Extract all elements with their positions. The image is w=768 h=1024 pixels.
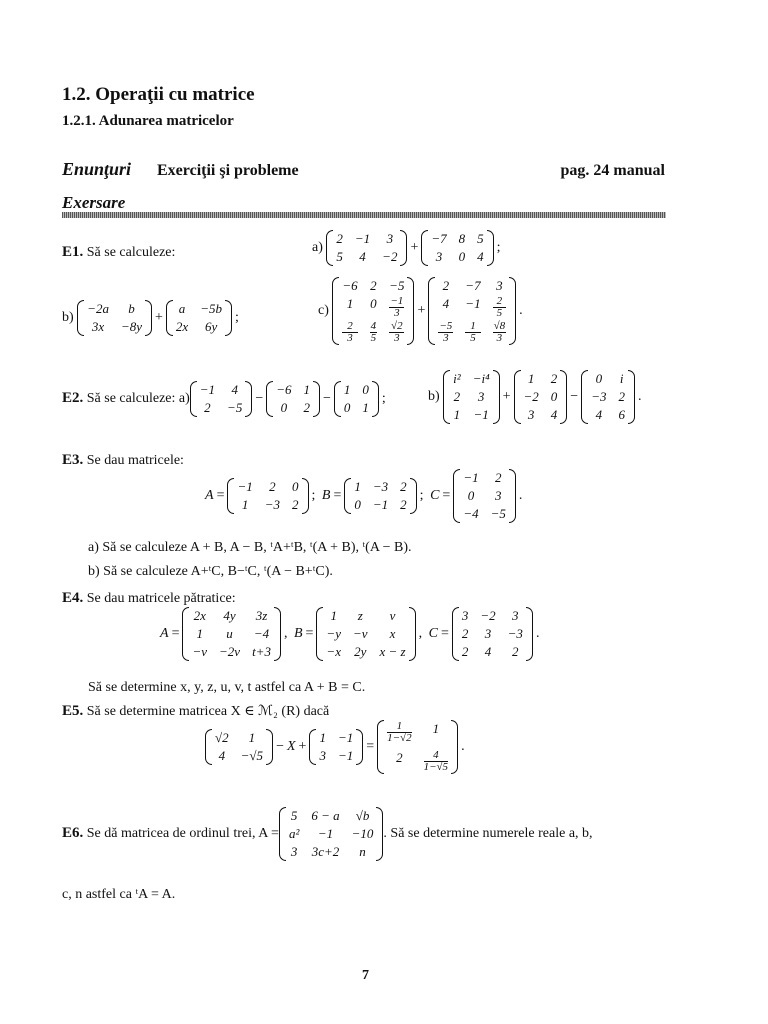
matrix-cell: 2 <box>461 644 469 659</box>
e1-c-label: c) <box>318 303 329 319</box>
matrix-cell: i² <box>453 371 461 386</box>
matrix-cell: −2 <box>523 389 539 404</box>
right-paren <box>409 607 416 661</box>
e1-a-matrix-2 <box>421 230 493 266</box>
e1-a: a) 2 −1 3 5 4 −2 + −7 8 5 3 0 4 ; <box>312 231 501 264</box>
e1-text: Să se calculeze: <box>86 245 176 260</box>
matrix-cell: 1 <box>453 407 461 422</box>
matrix-cell: 3 <box>386 231 394 246</box>
left-paren <box>421 230 428 266</box>
left-paren <box>334 381 341 417</box>
e3-matrix-c <box>453 469 516 523</box>
matrix-cell: −7 <box>431 231 447 246</box>
e5-header <box>62 703 329 720</box>
e3-matrix-b <box>344 478 416 514</box>
matrix-cell: −v <box>192 644 208 659</box>
matrix-cell: 3 <box>290 844 298 859</box>
e2-b-label: b) <box>428 389 440 405</box>
left-paren <box>316 607 323 661</box>
left-paren <box>266 381 273 417</box>
left-paren <box>227 478 234 514</box>
right-paren <box>509 469 516 523</box>
right-paren <box>145 300 152 336</box>
matrix-cell: 0 <box>354 497 361 512</box>
matrix-cell: u <box>226 626 233 641</box>
left-paren <box>344 478 351 514</box>
e2-a-matrix-3 <box>334 381 379 417</box>
matrix-cell: 1 <box>248 730 256 745</box>
matrix-cell: −5 <box>227 400 243 415</box>
matrix-cell: x <box>389 626 396 641</box>
e5-matrix-1 <box>205 729 273 765</box>
matrix-cell: 2 <box>461 626 469 641</box>
e4-matrices: A = 2x 4y 3z 1 u −4 −v −2v t+3 , B = 1 z v −y −v x −x 2y x − z , C = 3 −2 3 2 3 −3 2 4 2 . <box>160 608 540 659</box>
e5-text: Să se determine matricea X ∈ ℳ₂ (R) dacă <box>86 704 330 719</box>
matrix-cell: 0 <box>458 249 466 264</box>
e6-label: E6. <box>62 825 84 842</box>
right-paren <box>376 807 383 861</box>
right-paren <box>225 300 232 336</box>
section-title: 1.2. Operaţii cu matrice <box>62 84 255 105</box>
left-paren <box>309 729 316 765</box>
e1-label: E1. <box>62 244 84 260</box>
e3-label: E3. <box>62 452 84 468</box>
matrix-cell: −i⁴ <box>472 371 490 386</box>
matrix-cell: 5 <box>336 249 343 264</box>
matrix-cell: z <box>357 608 363 623</box>
matrix-cell: −1 <box>354 231 371 246</box>
matrix-cell: 3 <box>435 249 443 264</box>
matrix-grid <box>588 370 628 424</box>
matrix-cell: −√5 <box>240 748 264 763</box>
matrix-grid <box>323 607 408 661</box>
exersare-heading: Exersare <box>62 193 126 212</box>
e6: E6. Se dă matricea de ordinul trei, A = 5 6 − a √b a² −1 −10 3 3c+2 n . Să se determine numerele reale a, b, <box>62 808 593 859</box>
matrix-cell: 8 <box>458 231 466 246</box>
right-paren <box>372 381 379 417</box>
matrix-cell: −y <box>326 626 341 641</box>
matrix-grid <box>460 469 509 523</box>
e4-matrix-b <box>316 607 415 661</box>
matrix-cell: 6y <box>204 319 218 334</box>
e4-matrix-c <box>452 607 533 661</box>
matrix-cell: 0 <box>467 488 475 503</box>
matrix-cell: 6 − a <box>311 808 340 823</box>
subsection-title: 1.2.1. Adunarea matricelor <box>62 113 234 129</box>
left-paren <box>190 381 197 417</box>
left-paren <box>453 469 460 523</box>
e4-question: Să se determine x, y, z, u, v, t astfel ca A + B = C. <box>88 680 366 695</box>
e5-label: E5. <box>62 703 84 719</box>
e1-a-matrix-1 <box>326 230 407 266</box>
matrix-cell: 1 <box>343 382 351 397</box>
matrix-cell: 3 <box>319 748 326 763</box>
matrix-cell: −1 <box>372 497 389 512</box>
e2-b: b) i² −i⁴ 2 3 1 −1 + 1 2 −2 0 3 4 − 0 i −3 2 4 6 . <box>428 371 642 422</box>
matrix-cell: 2 <box>303 400 311 415</box>
left-paren <box>182 607 189 661</box>
matrix-cell: 1 <box>196 626 203 641</box>
matrix-cell: 3z <box>255 608 268 623</box>
e3-question-a: a) Să se calculeze A + B, A − B, ᵗA+ᵗB, ᵗ(A + B), ᵗ(A − B). <box>88 540 412 555</box>
matrix-cell: 4 <box>359 249 366 264</box>
right-paren <box>493 370 500 424</box>
matrix-cell: 1 <box>303 382 311 397</box>
matrix-cell: 3 <box>477 389 485 404</box>
e2-b-matrix-2 <box>514 370 568 424</box>
matrix-cell: 2 <box>550 371 558 386</box>
left-paren <box>452 607 459 661</box>
e5-matrix-3: 1 1−√2 1 2 4 1−√5 <box>377 720 458 774</box>
e4-header <box>62 590 236 607</box>
matrix-cell: −3 <box>591 389 607 404</box>
matrix-cell: 2 <box>512 644 519 659</box>
right-paren <box>313 381 320 417</box>
left-paren <box>77 300 84 336</box>
matrix-cell: x − z <box>379 644 406 659</box>
matrix-cell: −10 <box>351 826 374 841</box>
matrix-cell: t+3 <box>252 644 271 659</box>
right-paren <box>266 729 273 765</box>
e5-equation: √2 1 4 −√5 − X + 1 −1 3 −1 = 1 1−√2 1 2 4 1−√5 . <box>205 720 468 774</box>
matrix-grid <box>316 729 356 765</box>
right-paren <box>560 370 567 424</box>
matrix-cell: −1 <box>473 407 489 422</box>
e1-header <box>62 244 175 261</box>
left-paren <box>205 729 212 765</box>
matrix-cell: 2 <box>494 470 502 485</box>
e3-text: Se dau matricele: <box>86 453 184 468</box>
matrix-cell: 4y <box>223 608 236 623</box>
e2-b-matrix-3 <box>581 370 635 424</box>
e6-text-3: c, n astfel ca ᵗA = A. <box>62 887 176 902</box>
matrix-cell: 3c+2 <box>311 844 340 859</box>
matrix-cell: a <box>178 301 186 316</box>
e4-label: E4. <box>62 590 84 606</box>
matrix-cell: 2 <box>453 389 461 404</box>
matrix-cell: 2 <box>292 497 299 512</box>
matrix-cell: 2 <box>269 479 276 494</box>
e6-matrix-a <box>279 807 383 861</box>
matrix-cell: 3 <box>527 407 535 422</box>
right-paren <box>274 607 281 661</box>
e2-text: Să se calculeze: a) <box>86 391 190 407</box>
matrix-cell: 0 <box>595 371 603 386</box>
matrix-cell: v <box>389 608 396 623</box>
left-paren <box>166 300 173 336</box>
e3-matrix-a <box>227 478 308 514</box>
right-paren <box>302 478 309 514</box>
matrix-cell: 5 <box>290 808 298 823</box>
e2: E2. Să se calculeze: a) −1 4 2 −5 − −6 1 0 2 − 1 0 0 1 ; <box>62 382 386 415</box>
matrix-cell: −1 <box>337 730 354 745</box>
left-paren <box>581 370 588 424</box>
matrix-cell: 0 <box>343 400 351 415</box>
matrix-cell: 1 <box>354 479 361 494</box>
matrix-grid <box>521 370 561 424</box>
e2-a-matrix-2 <box>266 381 320 417</box>
matrix-cell: −2v <box>219 644 241 659</box>
matrix-cell: −8y <box>120 319 142 334</box>
right-paren <box>410 478 417 514</box>
enunturi-heading: Enunţuri <box>62 159 132 179</box>
matrix-cell: −1 <box>337 748 354 763</box>
page-number: 7 <box>362 968 369 983</box>
matrix-cell: −1 <box>463 470 479 485</box>
e4-text: Se dau matricele pătratice: <box>86 591 236 606</box>
matrix-cell: −v <box>352 626 368 641</box>
matrix-cell: 2x <box>175 319 189 334</box>
exercitii-heading: Exerciţii şi probleme <box>157 162 299 179</box>
matrix-cell: 2 <box>400 497 407 512</box>
e4-matrix-a <box>182 607 280 661</box>
matrix-cell: 3 <box>494 488 502 503</box>
matrix-grid <box>428 230 486 266</box>
matrix-cell: a² <box>288 826 300 841</box>
matrix-cell: 0 <box>362 382 369 397</box>
matrix-cell: √b <box>355 808 370 823</box>
matrix-cell: −2a <box>87 301 109 316</box>
matrix-cell: −3 <box>507 626 523 641</box>
e2-a-matrix-1 <box>190 381 253 417</box>
matrix-cell: −2 <box>480 608 496 623</box>
matrix-grid <box>173 300 225 336</box>
e2-b-matrix-1 <box>443 370 499 424</box>
e1-a-label: a) <box>312 240 323 256</box>
left-paren <box>514 370 521 424</box>
matrix-cell: 3 <box>512 608 519 623</box>
matrix-cell: −5 <box>490 506 506 521</box>
matrix-grid <box>189 607 273 661</box>
right-paren <box>245 381 252 417</box>
right-paren <box>628 370 635 424</box>
e1-c-matrix-1: −6 2 −5 1 0 −1 3 2 3 4 5 √2 3 <box>332 277 414 345</box>
left-paren <box>443 370 450 424</box>
matrix-cell: −5b <box>200 301 222 316</box>
right-paren <box>487 230 494 266</box>
matrix-cell: −1 <box>317 826 334 841</box>
matrix-cell: n <box>359 844 366 859</box>
matrix-cell: √2 <box>215 730 229 745</box>
matrix-cell: 5 <box>477 231 484 246</box>
matrix-cell: 1 <box>362 400 369 415</box>
matrix-cell: −6 <box>276 382 292 397</box>
matrix-grid <box>286 807 376 861</box>
e5-matrix-2 <box>309 729 363 765</box>
matrix-cell: i <box>619 371 624 386</box>
right-paren <box>400 230 407 266</box>
matrix-cell: −4 <box>463 506 479 521</box>
matrix-cell: 1 <box>527 371 535 386</box>
matrix-cell: 6 <box>618 407 625 422</box>
matrix-grid <box>273 381 313 417</box>
e2-label: E2. <box>62 390 84 407</box>
matrix-cell: 4 <box>550 407 558 422</box>
matrix-cell: 0 <box>280 400 288 415</box>
matrix-cell: 2 <box>336 231 343 246</box>
matrix-cell: 2 <box>618 389 625 404</box>
matrix-cell: 4 <box>595 407 603 422</box>
matrix-cell: 3x <box>91 319 105 334</box>
matrix-grid <box>197 381 246 417</box>
e6-text-2: Să se determine numerele reale a, b, <box>390 826 593 842</box>
e1-c: c) −6 2 −5 1 0 −1 3 2 3 4 5 √2 3 + 2 −7 3 4 −1 2 5 −5 3 1 5 √8 3 . <box>318 278 523 344</box>
e1-b-label: b) <box>62 310 74 326</box>
matrix-cell: 2x <box>193 608 206 623</box>
matrix-cell: −x <box>326 644 341 659</box>
hatched-divider <box>62 212 666 218</box>
matrix-cell: 4 <box>477 249 484 264</box>
matrix-grid <box>333 230 400 266</box>
matrix-cell: 4 <box>218 748 226 763</box>
matrix-cell: −2 <box>382 249 398 264</box>
matrix-grid <box>84 300 145 336</box>
matrix-grid <box>234 478 301 514</box>
e1-b-matrix-1 <box>77 300 152 336</box>
matrix-grid <box>459 607 526 661</box>
matrix-cell: −1 <box>199 382 216 397</box>
e3-matrices: A = −1 2 0 1 −3 2 ; B = 1 −3 2 0 −1 2 ; C = −1 2 0 3 −4 −5 . <box>205 470 523 521</box>
matrix-grid <box>212 729 266 765</box>
matrix-cell: 1 <box>319 730 326 745</box>
matrix-cell: −3 <box>264 497 281 512</box>
e1-c-matrix-2: 2 −7 3 4 −1 2 5 −5 3 1 5 √8 3 <box>428 277 516 345</box>
manual-page-ref: pag. 24 manual <box>560 162 665 179</box>
matrix-cell: b <box>128 301 135 316</box>
matrix-cell: 1 <box>330 608 337 623</box>
left-paren <box>326 230 333 266</box>
e1-b: b) −2a b 3x −8y + a −5b 2x 6y ; <box>62 301 239 334</box>
matrix-cell: −4 <box>253 626 270 641</box>
matrix-cell: 2 <box>204 400 211 415</box>
e1-b-matrix-2 <box>166 300 232 336</box>
matrix-cell: 3 <box>461 608 469 623</box>
matrix-cell: 4 <box>484 644 492 659</box>
e3-question-b: b) Să se calculeze A+ᵗC, B−ᵗC, ᵗ(A − B+ᵗC). <box>88 564 333 579</box>
matrix-cell: 1 <box>241 497 249 512</box>
matrix-grid <box>351 478 409 514</box>
matrix-cell: −3 <box>372 479 389 494</box>
matrix-grid <box>450 370 492 424</box>
e3-header <box>62 452 184 469</box>
matrix-cell: 2y <box>354 644 367 659</box>
matrix-cell: 4 <box>231 382 238 397</box>
matrix-grid <box>341 381 372 417</box>
right-paren <box>526 607 533 661</box>
e6-text: Se dă matricea de ordinul trei, A = <box>86 826 279 842</box>
matrix-cell: 0 <box>550 389 558 404</box>
matrix-cell: 3 <box>484 626 492 641</box>
right-paren <box>356 729 363 765</box>
matrix-cell: −1 <box>237 479 253 494</box>
matrix-cell: 0 <box>292 479 299 494</box>
left-paren <box>279 807 286 861</box>
matrix-cell: 2 <box>400 479 407 494</box>
